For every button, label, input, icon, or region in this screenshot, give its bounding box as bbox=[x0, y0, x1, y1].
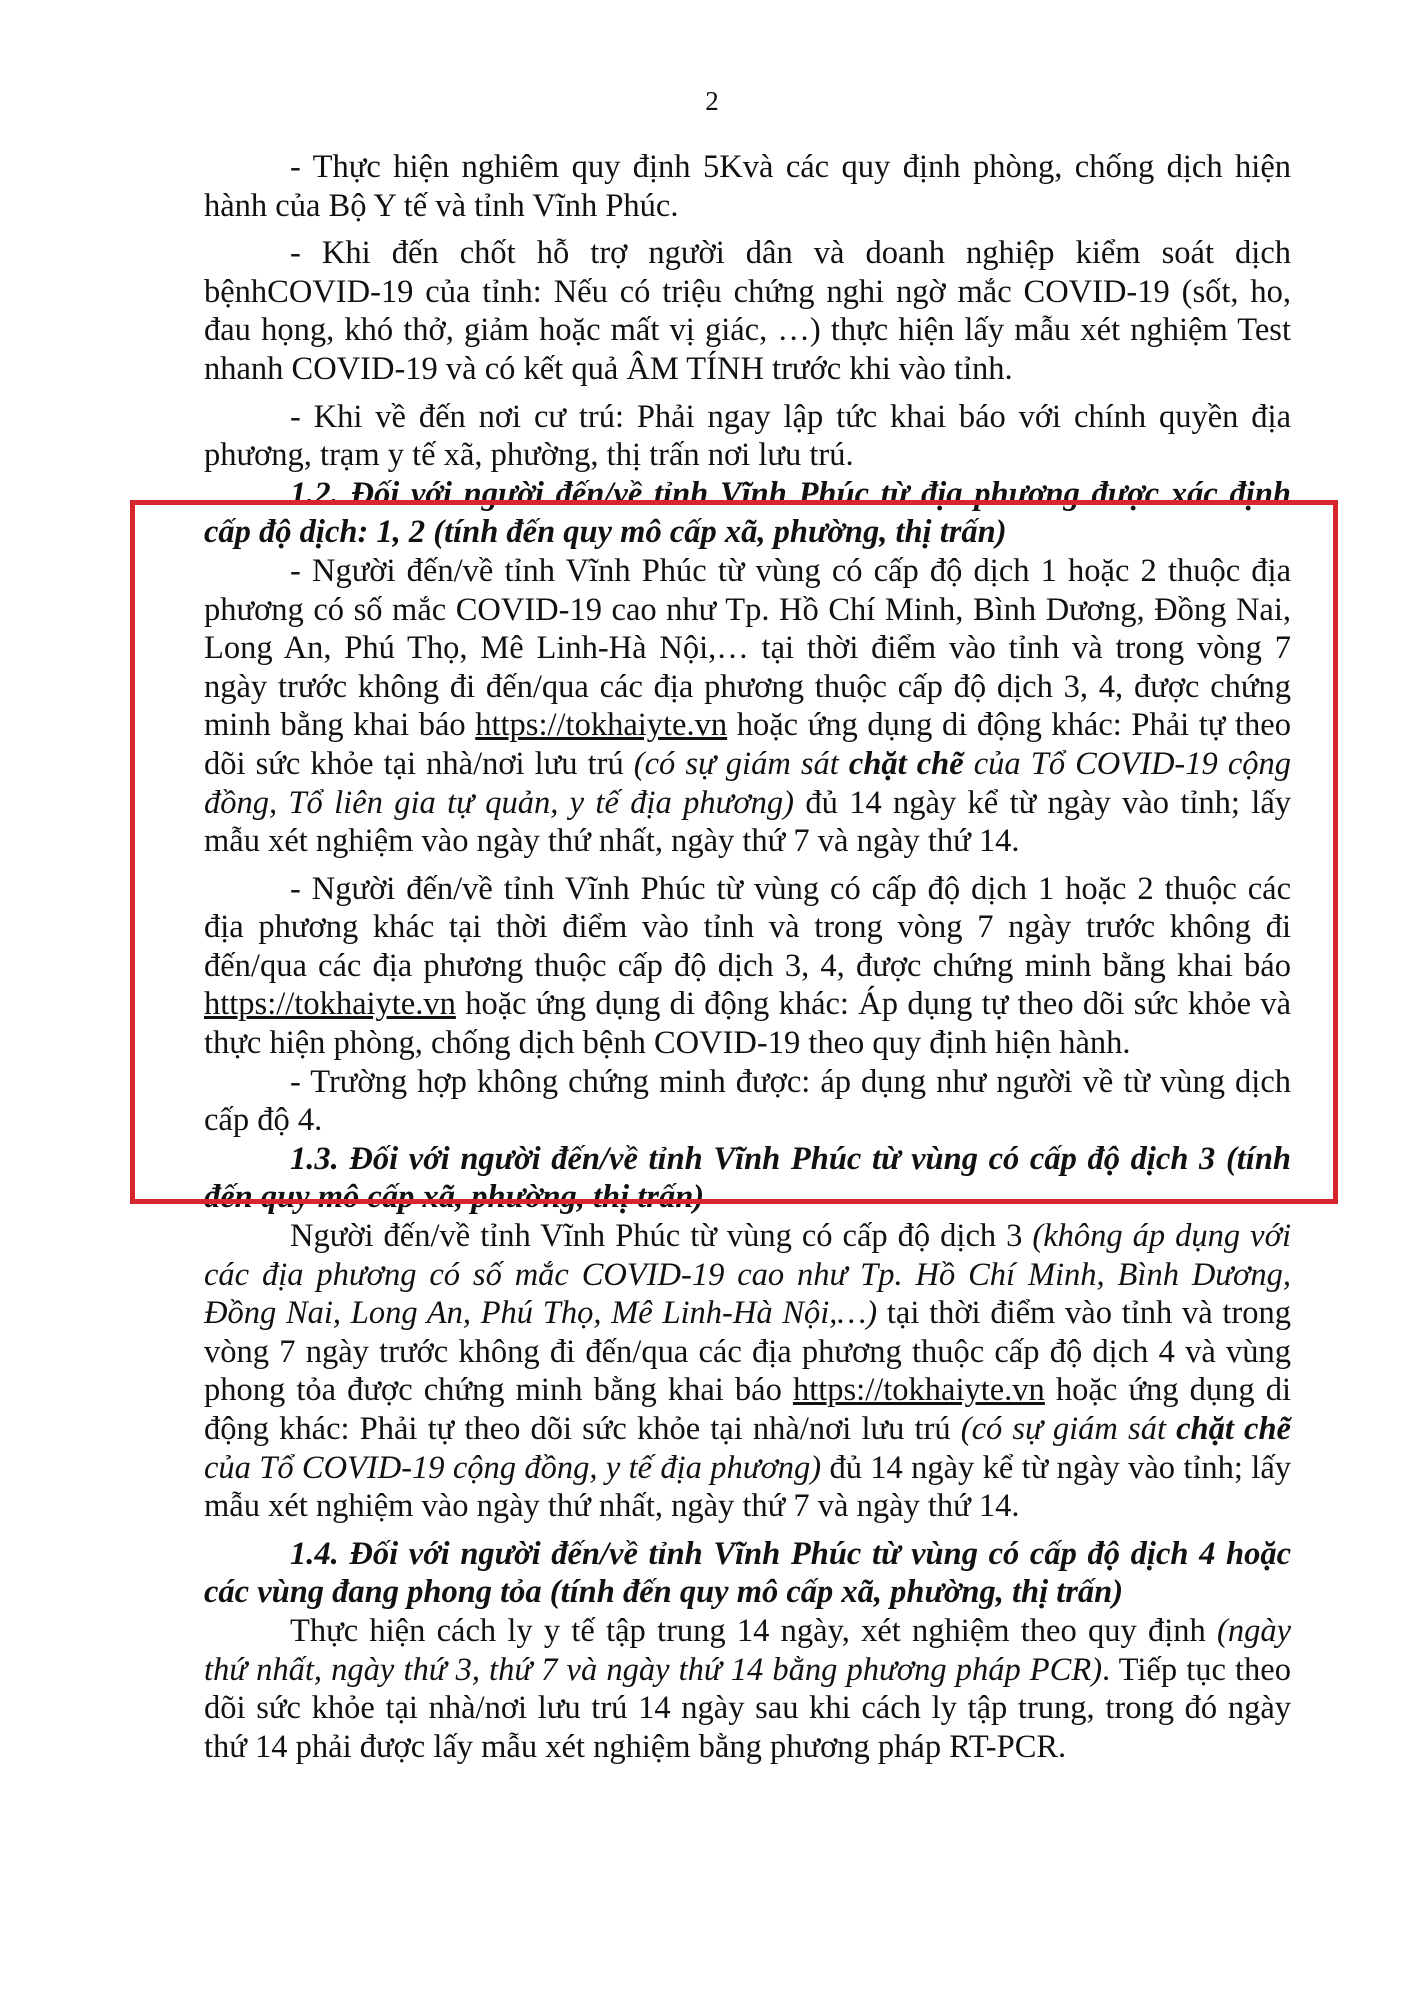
document-body bbox=[204, 148, 1291, 1766]
section-1-2-paragraph-1 bbox=[204, 552, 1291, 861]
italic-span: (có sự giám sát bbox=[633, 745, 849, 782]
section-1-2-paragraph-2 bbox=[204, 870, 1291, 1063]
text-span: Thực hiện cách ly y tế tập trung 14 ngày, xét nghiệm theo quy định bbox=[290, 1612, 1217, 1649]
text-span: hoặc ứng dụng di động khác: Phải tự theo dõi sức khỏe tại nhà/nơi lưu trú bbox=[204, 707, 1291, 782]
section-1-4-paragraph bbox=[204, 1612, 1291, 1766]
page-number: 2 bbox=[705, 86, 719, 116]
section-1-4-heading: 1.4. Đối với người đến/về tỉnh Vĩnh Phúc từ vùng có cấp độ dịch 4 hoặc các vùng đang phong tỏa (tính đến quy mô cấp xã, phường, thị trấn) bbox=[204, 1535, 1291, 1611]
text-span: hoặc ứng dụng di động khác: Áp dụng tự theo dõi sức khỏe và thực hiện phòng, chống dịch bệnh COVID-19 theo quy định hiện hành. bbox=[204, 986, 1291, 1062]
text-span: Người đến/về tỉnh Vĩnh Phúc từ vùng có cấp độ dịch 3 bbox=[290, 1218, 1033, 1255]
tokhaiyte-link[interactable]: https://tokhaiyte.vn bbox=[475, 707, 728, 744]
tokhaiyte-link[interactable]: https://tokhaiyte.vn bbox=[204, 986, 456, 1023]
italic-span: (không áp dụng với các địa phương có số mắc COVID-19 cao như Tp. Hồ Chí Minh, Bình Dương, Đồng Nai, Long An, Phú Thọ, Mê Linh-Hà Nội,…) bbox=[204, 1218, 1291, 1332]
bold-italic-span: chặt chẽ bbox=[1176, 1411, 1291, 1447]
section-1-3-heading: 1.3. Đối với người đến/về tỉnh Vĩnh Phúc từ vùng có cấp độ dịch 3 (tính đến quy mô cấp xã, phường, thị trấn) bbox=[204, 1140, 1291, 1216]
intro-paragraph-1: - Thực hiện nghiêm quy định 5Kvà các quy định phòng, chống dịch hiện hành của Bộ Y tế và tỉnh Vĩnh Phúc. bbox=[204, 149, 1291, 224]
italic-span: (có sự giám sát bbox=[960, 1411, 1177, 1447]
bold-italic-span: chặt chẽ bbox=[848, 745, 964, 782]
text-span: đủ 14 ngày kể từ ngày vào tỉnh; lấy mẫu xét nghiệm vào ngày thứ nhất, ngày thứ 7 và ngày thứ 14. bbox=[204, 784, 1291, 860]
text-span: hoặc ứng dụng di động khác: Phải tự theo dõi sức khỏe tại nhà/nơi lưu trú bbox=[204, 1372, 1291, 1447]
section-1-2-paragraph-3: - Trường hợp không chứng minh được: áp dụng như người về từ vùng dịch cấp độ 4. bbox=[204, 1063, 1291, 1139]
section-1-2-heading: 1.2. Đối với người đến/về tỉnh Vĩnh Phúc từ địa phương được xác định cấp độ dịch: 1, 2 (tính đến quy mô cấp xã, phường, thị trấn) bbox=[204, 475, 1291, 551]
text-span: - Người đến/về tỉnh Vĩnh Phúc từ vùng có cấp độ dịch 1 hoặc 2 thuộc địa phương có số mắc COVID-19 cao như Tp. Hồ Chí Minh, Bình Dương, Đồng Nai, Long An, Phú Thọ, Mê Linh-Hà Nội,… tại thời điểm vào tỉnh và trong vòng 7 ngày trước không đi đến/qua các địa phương thuộc cấp độ dịch 3, 4, được chứng minh bằng khai báo bbox=[204, 552, 1291, 744]
italic-span: của Tổ COVID-19 cộng đồng, y tế địa phương) bbox=[204, 1449, 822, 1486]
text-span: đủ 14 ngày kể từ ngày vào tỉnh; lấy mẫu xét nghiệm vào ngày thứ nhất, ngày thứ 7 và ngày thứ 14. bbox=[204, 1449, 1291, 1525]
section-1-3-paragraph bbox=[204, 1217, 1291, 1526]
intro-paragraph-3: - Khi về đến nơi cư trú: Phải ngay lập tức khai báo với chính quyền địa phương, trạm y tế xã, phường, thị trấn nơi lưu trú. bbox=[204, 398, 1291, 474]
text-span: . Tiếp tục theo dõi sức khỏe tại nhà/nơi lưu trú 14 ngày sau khi cách ly tập trung, trong đó ngày thứ 14 phải được lấy mẫu xét nghiệm bằng phương pháp RT-PCR. bbox=[204, 1651, 1291, 1765]
text-span: - Người đến/về tỉnh Vĩnh Phúc từ vùng có cấp độ dịch 1 hoặc 2 thuộc các địa phương khác tại thời điểm vào tỉnh và trong vòng 7 ngày trước không đi đến/qua các địa phương thuộc cấp độ dịch 3, 4, được chứng minh bằng khai báo bbox=[204, 870, 1291, 984]
text-span: tại thời điểm vào tỉnh và trong vòng 7 ngày trước không đi đến/qua các địa phương thuộc cấp độ dịch 4 và vùng phong tỏa được chứng minh bằng khai báo bbox=[204, 1295, 1291, 1409]
tokhaiyte-link[interactable]: https://tokhaiyte.vn bbox=[792, 1372, 1045, 1409]
intro-paragraph-2: - Khi đến chốt hỗ trợ người dân và doanh nghiệp kiểm soát dịch bệnhCOVID-19 của tỉnh: Nếu có triệu chứng nghi ngờ mắc COVID-19 (sốt, ho, đau họng, khó thở, giảm hoặc mất vị giác, …) thực hiện lấy mẫu xét nghiệm Test nhanh COVID-19 và có kết quả ÂM TÍNH trước khi vào tỉnh. bbox=[204, 235, 1291, 387]
italic-span: (ngày thứ nhất, ngày thứ 3, thứ 7 và ngày thứ 14 bằng phương pháp PCR) bbox=[204, 1612, 1291, 1688]
italic-span: của Tổ COVID-19 cộng đồng, Tổ liên gia tự quản, y tế địa phương) bbox=[204, 745, 1291, 821]
